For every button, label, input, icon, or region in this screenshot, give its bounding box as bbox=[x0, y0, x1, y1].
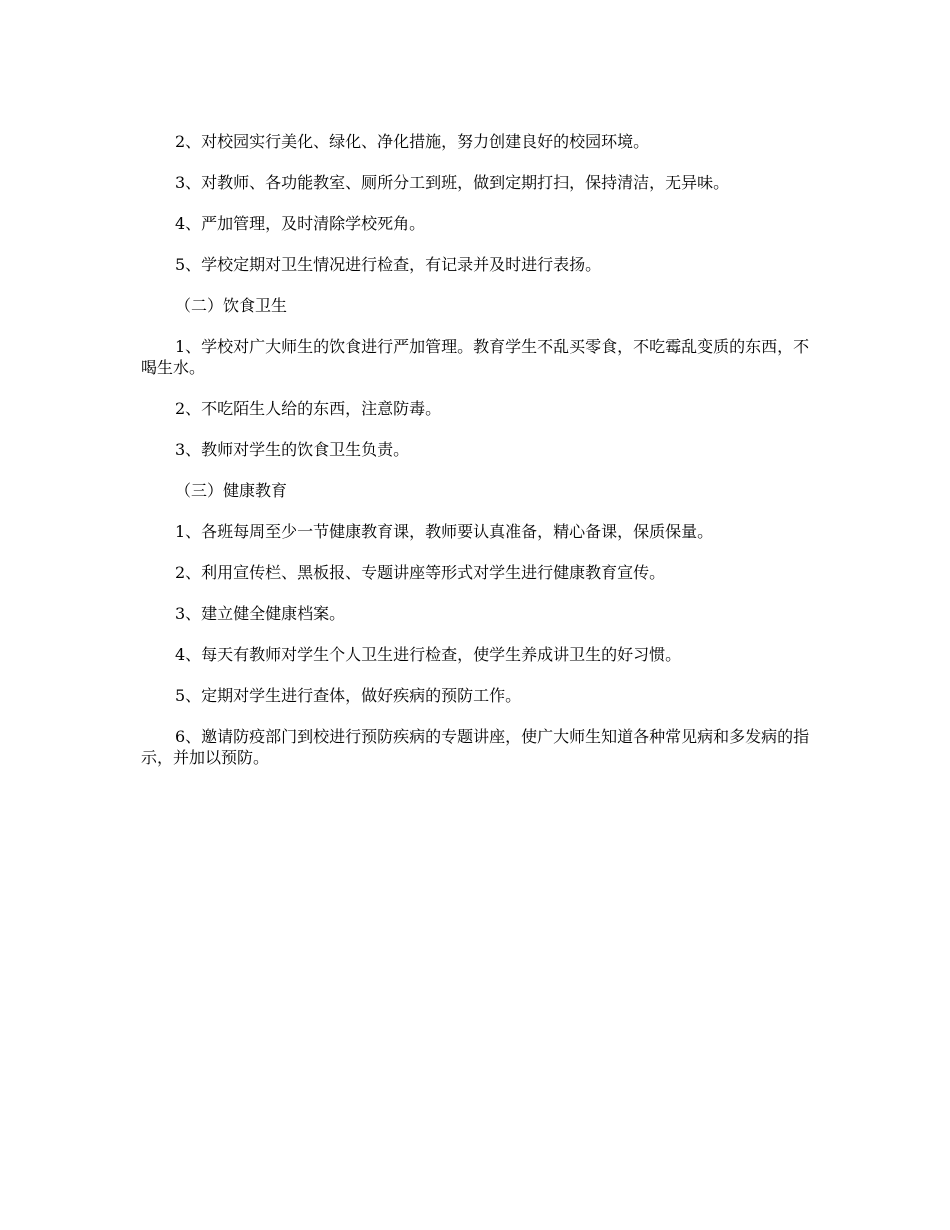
paragraph-food-management: 1、学校对广大师生的饮食进行严加管理。教育学生不乱买零食，不吃霉乱变质的东西，不喝生水。 bbox=[141, 337, 810, 377]
paragraph-teacher-responsibility: 3、教师对学生的饮食卫生负责。 bbox=[175, 440, 410, 459]
paragraph-disease-prevention-lecture: 6、邀请防疫部门到校进行预防疾病的专题讲座，使广大师生知道各种常见病和多发病的指示，并加以预防。 bbox=[141, 727, 810, 767]
section-heading-health-education: （三）健康教育 bbox=[175, 481, 288, 500]
paragraph-campus-environment: 2、对校园实行美化、绿化、净化措施，努力创建良好的校园环境。 bbox=[175, 132, 650, 151]
paragraph-stranger-food: 2、不吃陌生人给的东西，注意防毒。 bbox=[175, 399, 442, 418]
paragraph-health-publicity: 2、利用宣传栏、黑板报、专题讲座等形式对学生进行健康教育宣传。 bbox=[175, 563, 666, 582]
paragraph-strict-management: 4、严加管理，及时清除学校死角。 bbox=[175, 214, 426, 233]
section-heading-food-hygiene: （二）饮食卫生 bbox=[175, 296, 288, 315]
paragraph-cleaning-duty: 3、对教师、各功能教室、厕所分工到班，做到定期打扫，保持清洁，无异味。 bbox=[175, 173, 730, 192]
paragraph-hygiene-inspection: 5、学校定期对卫生情况进行检查，有记录并及时进行表扬。 bbox=[175, 255, 602, 274]
paragraph-health-records: 3、建立健全健康档案。 bbox=[175, 604, 346, 623]
document-body bbox=[141, 131, 811, 788]
paragraph-health-class: 1、各班每周至少一节健康教育课，教师要认真准备，精心备课，保质保量。 bbox=[175, 522, 714, 541]
paragraph-physical-exam: 5、定期对学生进行查体，做好疾病的预防工作。 bbox=[175, 686, 522, 705]
paragraph-personal-hygiene-check: 4、每天有教师对学生个人卫生进行检查，使学生养成讲卫生的好习惯。 bbox=[175, 645, 682, 664]
